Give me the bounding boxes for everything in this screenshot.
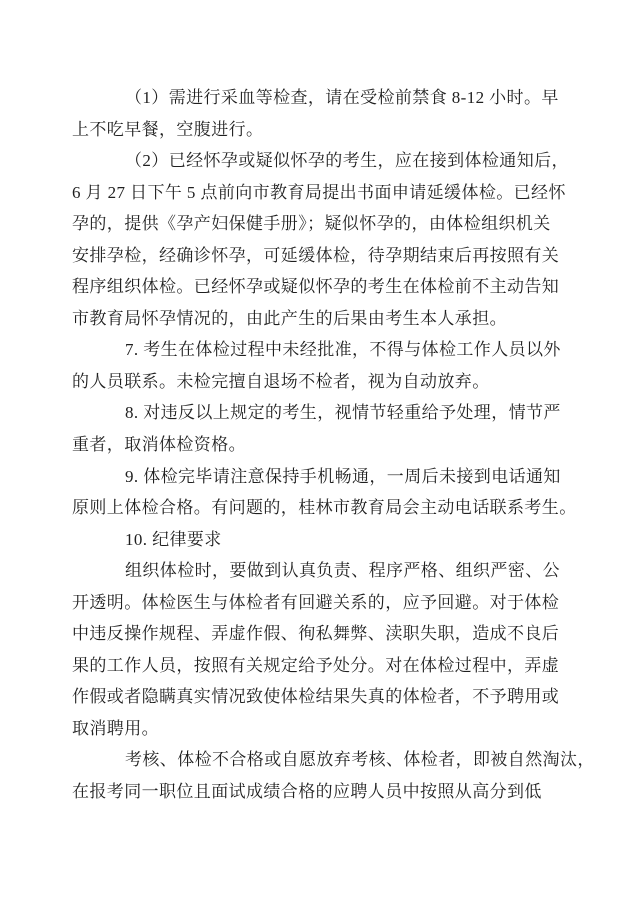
document-body [72, 82, 595, 808]
text-line: 孕的，提供《孕产妇保健手册》；疑似怀孕的，由体检组织机关 [72, 214, 551, 234]
text-line: 果的工作人员，按照有关规定给予处分。对在体检过程中，弄虚 [72, 655, 560, 675]
text-line: 上不吃早餐，空腹进行。 [72, 119, 264, 139]
text-line: 取消聘用。 [72, 718, 159, 738]
text-line: 开透明。体检医生与体检者有回避关系的，应予回避。对于体检 [72, 592, 560, 612]
text-line: 7. 考生在体检过程中未经批准，不得与体检工作人员以外 [125, 340, 561, 360]
text-line: 的人员联系。未检完擅自退场不检者，视为自动放弃。 [72, 371, 490, 391]
text-line: 程序组织体检。已经怀孕或疑似怀孕的考生在体检前不主动告知 [72, 277, 560, 297]
text-line: 组织体检时，要做到认真负责、程序严格、组织严密、公 [125, 561, 560, 581]
text-line: （2）已经怀孕或疑似怀孕的考生，应在接到体检通知后， [125, 151, 569, 171]
text-line: 10. 纪律要求 [125, 529, 222, 549]
text-line: 市教育局怀孕情况的，由此产生的后果由考生本人承担。 [72, 308, 507, 328]
text-line: 安排孕检，经确诊怀孕，可延缓体检，待孕期结束后再按照有关 [72, 245, 560, 265]
text-line: 作假或者隐瞒真实情况致使体检结果失真的体检者，不予聘用或 [72, 687, 560, 707]
text-line: 在报考同一职位且面试成绩合格的应聘人员中按照从高分到低 [72, 782, 542, 802]
text-line: 中违反操作规程、弄虚作假、徇私舞弊、渎职失职，造成不良后 [72, 624, 560, 644]
text-line: 考核、体检不合格或自愿放弃考核、体检者，即被自然淘汰， [125, 750, 595, 770]
text-line: （1）需进行采血等检查，请在受检前禁食 8-12 小时。早 [125, 88, 559, 107]
text-line: 重者，取消体检资格。 [72, 435, 246, 455]
text-line: 6 月 27 日下午 5 点前向市教育局提出书面申请延缓体检。已经怀 [72, 182, 566, 202]
text-line: 9. 体检完毕请注意保持手机畅通，一周后未接到电话通知 [125, 466, 561, 486]
text-line: 原则上体检合格。有问题的，桂林市教育局会主动电话联系考生。 [72, 498, 577, 518]
text-line: 8. 对违反以上规定的考生，视情节轻重给予处理，情节严 [125, 403, 561, 423]
